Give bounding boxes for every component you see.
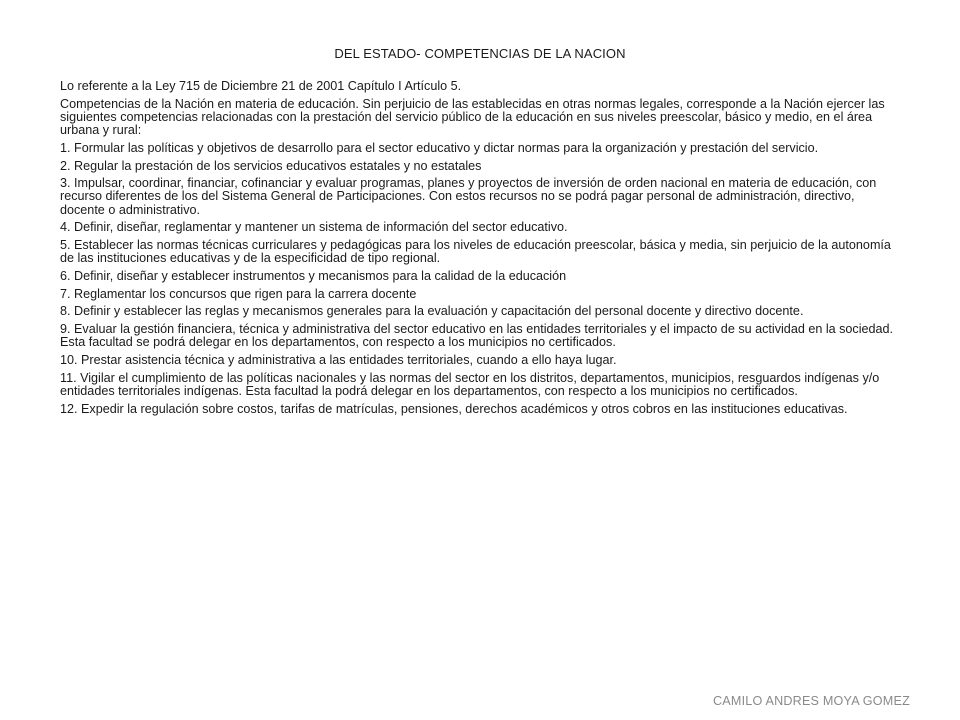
list-item-5: 5. Establecer las normas técnicas curriculares y pedagógicas para los niveles de educación preescolar, básica y media, sin perjuicio de la autonomía de las instituciones educativas y de la especificidad de tipo regional.: [60, 238, 891, 266]
list-item-11: 11. Vigilar el cumplimiento de las políticas nacionales y las normas del sector en los distritos, departamentos, municipios, resguardos indígenas y/o entidades territoriales indígenas. Esta facultad la podrá delegar en los departamentos, con respecto a los municipios no certificados.: [60, 370, 880, 398]
list-item-1: 1. Formular las políticas y objetivos de desarrollo para el sector educativo y dictar normas para la organización y prestación del servicio.: [60, 140, 819, 155]
paragraph-intro: Competencias de la Nación en materia de educación. Sin perjuicio de las establecidas en otras normas legales, corresponde a la Nación ejercer las siguientes competencias relacionadas con la prestación del servicio público de la educación en sus niveles preescolar, básico y medio, en el área urbana y rural:: [60, 96, 885, 138]
list-item-6: 6. Definir, diseñar y establecer instrumentos y mecanismos para la calidad de la educación: [60, 268, 567, 283]
list-item-9: 9. Evaluar la gestión financiera, técnica y administrativa del sector educativo en las entidades territoriales y el impacto de su actividad en la sociedad. Esta facultad se podrá delegar en los departamentos, con respecto a los municipios no certificados.: [60, 322, 894, 350]
list-item-12: 12. Expedir la regulación sobre costos, tarifas de matrículas, pensiones, derechos académicos y otros cobros en las instituciones educativas.: [60, 401, 848, 416]
list-item-4: 4. Definir, diseñar, reglamentar y mantener un sistema de información del sector educativo.: [60, 220, 568, 235]
list-item-2: 2. Regular la prestación de los servicios educativos estatales y no estatales: [60, 158, 482, 173]
list-item-10: 10. Prestar asistencia técnica y administrativa a las entidades territoriales, cuando a ello haya lugar.: [60, 352, 617, 367]
list-item-3: 3. Impulsar, coordinar, financiar, cofinanciar y evaluar programas, planes y proyectos de inversión de orden nacional en materia de educación, con recurso diferentes de los del Sistema General de Participaciones. Con estos recursos no se podrá pagar personal de administración, directivo, docente o administrativo.: [60, 176, 877, 217]
list-item-8: 8. Definir y establecer las reglas y mecanismos generales para la evaluación y capacitación del personal docente y directivo docente.: [60, 304, 804, 319]
list-item-7: 7. Reglamentar los concursos que rigen para la carrera docente: [60, 286, 417, 301]
slide-body: [60, 80, 898, 420]
slide-title: DEL ESTADO- COMPETENCIAS DE LA NACION: [334, 46, 626, 61]
paragraph-law-reference: Lo referente a la Ley 715 de Diciembre 21 de 2001 Capítulo I Artículo 5.: [60, 79, 462, 93]
author-footer: CAMILO ANDRES MOYA GOMEZ: [712, 694, 910, 708]
